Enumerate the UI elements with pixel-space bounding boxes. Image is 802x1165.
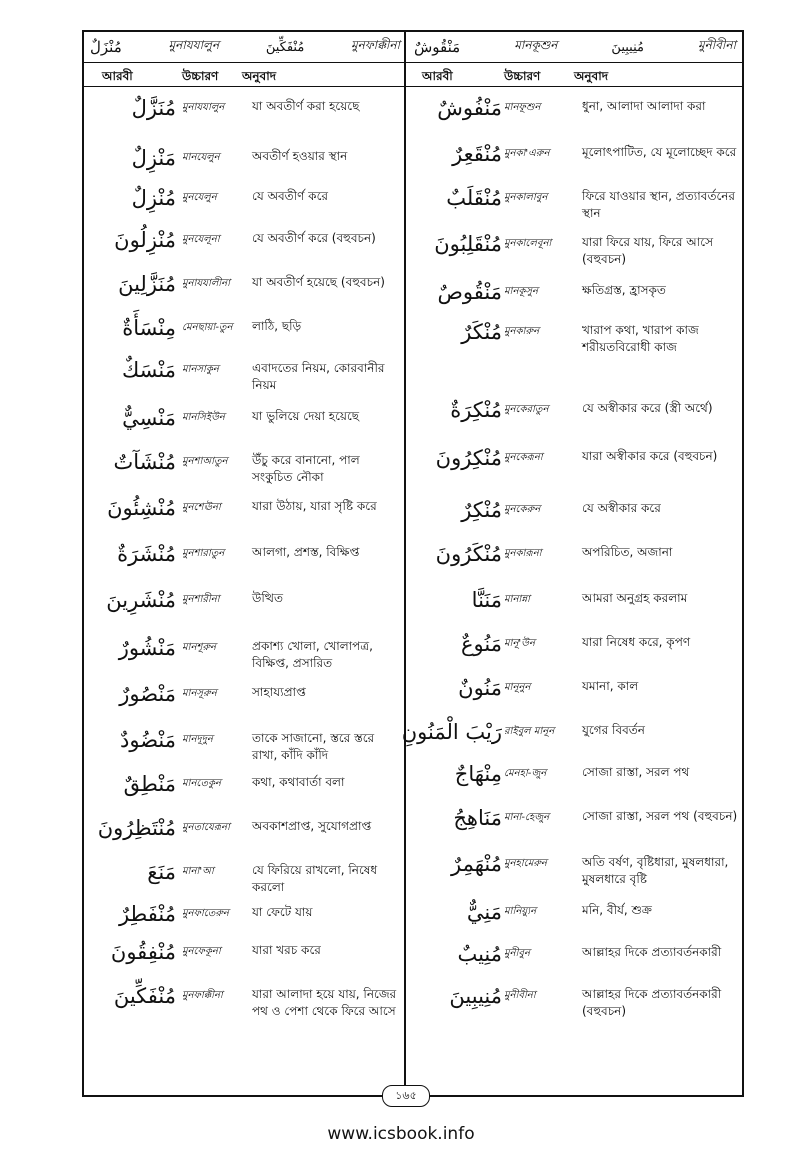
running-header-right	[414, 32, 736, 62]
arabic-word: مَنْطِقٌ	[123, 772, 176, 796]
meaning: যারা খরচ করে	[252, 943, 321, 957]
arabic-word: مُنْكِرَةٌ	[450, 398, 502, 422]
arabic-word: مِنْهَاجٌ	[454, 762, 502, 786]
pronunciation: মানান্না	[504, 594, 530, 605]
arabic-word: مُنْهَمِرٌ	[451, 852, 502, 876]
header-rule	[84, 62, 742, 63]
arabic-word: مُنْتَظِرُونَ	[97, 816, 176, 840]
arabic-word: مَنُونٌ	[458, 676, 502, 700]
col-header-arabic-right: আরবী	[422, 69, 453, 83]
pronunciation: মানূনুন	[504, 682, 531, 693]
arabic-word: مُنْزِلٌ	[131, 186, 176, 210]
pronunciation: মেনছায়া-তুন	[182, 322, 233, 333]
arabic-word: مُنْفَكِّينَ	[113, 984, 176, 1008]
pronunciation: মুনাযযালীনা	[182, 278, 231, 289]
arabic-word: مُنْكَرُونَ	[435, 542, 502, 566]
col-header-pron-right: উচ্চারণ	[504, 69, 541, 83]
col-header-pron-left: উচ্চারণ	[182, 69, 219, 83]
pronunciation: মুনীবুন	[504, 948, 530, 959]
arabic-word: مَنْقُوصٌ	[437, 280, 502, 304]
pronunciation: মুনাযযালুন	[182, 102, 225, 113]
arabic-word: مُنْشَرِينَ	[106, 588, 176, 612]
arabic-word: مُنْقَعِرٌ	[452, 142, 502, 166]
header-right-pron2: মুনীবীনা	[697, 38, 736, 52]
pronunciation: মুনকেরুন	[504, 504, 541, 515]
pronunciation: মুনফাক্কীনা	[182, 990, 223, 1001]
arabic-word: مَنِيٌّ	[466, 900, 502, 924]
pronunciation: মুনকারূনা	[504, 548, 542, 559]
pronunciation: মেনহা-জুন	[504, 768, 547, 779]
arabic-word: مُنِيبٌ	[457, 942, 502, 966]
pronunciation: মুনকেরাতুন	[504, 404, 549, 415]
arabic-word: مَنْسَكٌ	[121, 358, 176, 382]
arabic-word: مَنَاهِجُ	[453, 806, 502, 830]
meaning: এবাদতের নিয়ম, কোরবানীর নিয়ম	[252, 361, 385, 392]
arabic-word: مُنْشِئُونَ	[107, 496, 176, 520]
pronunciation: মানূ'উন	[504, 638, 535, 649]
pronunciation: মুনকারুন	[504, 326, 540, 337]
meaning: যা ফেটে যায়	[252, 905, 313, 919]
meaning: আলগা, প্রশস্ত, বিক্ষিপ্ত	[252, 545, 360, 559]
arabic-word: مُنْكِرٌ	[461, 498, 502, 522]
pronunciation: মুনফাতেরুন	[182, 908, 229, 919]
pronunciation: মুনশাআতুন	[182, 456, 228, 467]
arabic-word: رَيْبَ الْمَنُونِ	[401, 720, 502, 744]
col-header-meaning-left: অনুবাদ	[242, 69, 277, 83]
meaning: প্রকাশ্য খোলা, খোলাপত্র, বিক্ষিপ্ত, প্রসারিত	[252, 639, 373, 670]
pronunciation: মানযেলুন	[182, 152, 220, 163]
meaning: যারা উঠায়, যারা সৃষ্টি করে	[252, 499, 377, 513]
pronunciation: মুনফেকূনা	[182, 946, 221, 957]
pronunciation: মুনকালেবূনা	[504, 238, 552, 249]
meaning: আল্লাহর দিকে প্রত্যাবর্তনকারী	[582, 945, 722, 959]
meaning: অপরিচিত, অজানা	[582, 545, 673, 559]
pronunciation: রাইবুল মানূন	[504, 726, 555, 737]
header-left-pron1: মুনাযযালুন	[168, 38, 220, 52]
pronunciation: মানশূরুন	[182, 642, 216, 653]
pronunciation: মুনকালাবুন	[504, 192, 548, 203]
pronunciation: মুনীবীনা	[504, 990, 536, 1001]
arabic-word: مَنَنَّا	[471, 588, 502, 612]
header-right-pron1: মানকূশুন	[514, 38, 558, 52]
meaning: খারাপ কথা, খারাপ কাজ শরীয়তবিরোধী কাজ	[582, 323, 699, 354]
meaning: ফিরে যাওয়ার স্থান, প্রত্যাবর্তনের স্থান	[582, 189, 736, 220]
arabic-word: مَنُوعٌ	[461, 632, 502, 656]
arabic-word: مِنْسَأَةٌ	[122, 316, 176, 340]
arabic-word: مُنْفَطِرٌ	[118, 902, 176, 926]
meaning: আল্লাহর দিকে প্রত্যাবর্তনকারী (বহুবচন)	[582, 987, 722, 1018]
arabic-word: مُنَزَّلٌ	[131, 96, 176, 120]
meaning: সোজা রাস্তা, সরল পথ (বহুবচন)	[582, 809, 738, 823]
meaning: তাকে সাজানো, স্তরে স্তরে রাখা, কাঁদি কাঁদি	[252, 731, 375, 762]
meaning: উঁচু করে বানানো, পাল সংকুচিত নৌকা	[252, 453, 360, 484]
header-right-arabic1: مَنْقُوشٌ	[414, 38, 461, 56]
arabic-word: مُنْشَآتٌ	[113, 450, 176, 474]
col-header-arabic-left: আরবী	[102, 69, 133, 83]
header-left-pron2: মুনফাক্কীনা	[351, 38, 400, 52]
meaning: সাহায্যপ্রাপ্ত	[252, 685, 306, 699]
pronunciation: মানা'আ	[182, 866, 214, 877]
meaning: উত্থিত	[252, 591, 283, 605]
arabic-word: مُنْقَلِبُونَ	[434, 232, 502, 256]
meaning: যুগের বিবর্তন	[582, 723, 645, 737]
meaning: অবতীর্ণ হওয়ার স্থান	[252, 149, 348, 163]
pronunciation: মুনতাযেরূনা	[182, 822, 230, 833]
meaning: অবকাশপ্রাপ্ত, সুযোগপ্রাপ্ত	[252, 819, 372, 833]
pronunciation: মানসিইউন	[182, 412, 225, 423]
meaning: যে অস্বীকার করে	[582, 501, 661, 515]
pronunciation: মুনযেলুন	[182, 192, 217, 203]
arabic-word: مَنْصُورٌ	[119, 682, 176, 706]
arabic-word: مُنْقَلَبٌ	[446, 186, 502, 210]
page-number: ১৬৫	[382, 1085, 430, 1107]
meaning: যা অবতীর্ণ করা হয়েছে	[252, 99, 360, 113]
meaning: ধুনা, আলাদা আলাদা করা	[582, 99, 706, 113]
header-left-arabic1: مُنْزَلٌ	[90, 38, 122, 56]
pronunciation: মানা-হেজুন	[504, 812, 550, 823]
meaning: যারা অস্বীকার করে (বহুবচন)	[582, 449, 718, 463]
meaning: মনি, বীর্য, শুক্র	[582, 903, 652, 917]
meaning: লাঠি, ছড়ি	[252, 319, 302, 333]
meaning: যে ফিরিয়ে রাখলো, নিষেধ করলো	[252, 863, 378, 894]
arabic-word: مُنْكِرُونَ	[435, 446, 502, 470]
arabic-word: مُنْفِقُونَ	[110, 940, 176, 964]
arabic-word: مَنْفُوشٌ	[437, 96, 502, 120]
meaning: যারা আলাদা হয়ে যায়, নিজের পথ ও পেশা থেকে ফিরে আসে	[252, 987, 397, 1018]
meaning: মূলোৎপাটিত, যে মূলোচ্ছেদ করে	[582, 145, 737, 159]
header-right-arabic2: مُنِيبِينَ	[611, 39, 644, 55]
header-left-arabic2: مُنْفَكِّينَ	[265, 39, 305, 55]
pronunciation: মানিয়্যুন	[504, 906, 537, 917]
arabic-word: مَنَعَ	[147, 860, 176, 884]
meaning: ক্ষতিগ্রস্ত, হ্রাসকৃত	[582, 283, 666, 297]
meaning: যা অবতীর্ণ হয়েছে (বহুবচন)	[252, 275, 385, 289]
arabic-word: مَنْزِلٌ	[131, 146, 176, 170]
pronunciation: মানতেকুন	[182, 778, 221, 789]
arabic-word: مُنْكَرٌ	[461, 320, 502, 344]
pronunciation: মুনশেঊনা	[182, 502, 221, 513]
meaning: যা ভুলিয়ে দেয়া হয়েছে	[252, 409, 360, 423]
meaning: অতি বর্ষণ, বৃষ্টিধারা, মুষলধারা, মুষলধারে বৃষ্টি	[582, 855, 729, 886]
footer-url: www.icsbook.info	[327, 1124, 475, 1144]
arabic-word: مَنْسِيٌّ	[122, 406, 176, 430]
pronunciation: মানসাকুন	[182, 364, 219, 375]
pronunciation: মুনকেরূনা	[504, 452, 543, 463]
arabic-word: مُنِيبِينَ	[449, 984, 502, 1008]
pronunciation: মুনকা'এরুন	[504, 148, 550, 159]
pronunciation: মানসূরুন	[182, 688, 217, 699]
pronunciation: মানফূশুন	[504, 102, 541, 113]
meaning: যে অস্বীকার করে (স্ত্রী অর্থে)	[582, 401, 713, 415]
dictionary-frame	[82, 30, 744, 1097]
meaning: যে অবতীর্ণ করে (বহুবচন)	[252, 231, 376, 245]
arabic-word: مَنْضُودٌ	[120, 728, 176, 752]
arabic-word: مُنَزَّلِينَ	[118, 272, 176, 296]
meaning: যে অবতীর্ণ করে	[252, 189, 328, 203]
running-header-left	[90, 32, 400, 62]
arabic-word: مَنْشُورٌ	[118, 636, 176, 660]
pronunciation: মুনযেলূনা	[182, 234, 220, 245]
pronunciation: মানকূসুন	[504, 286, 538, 297]
meaning: যারা নিষেধ করে, কৃপণ	[582, 635, 691, 649]
arabic-word: مُنْزِلُونَ	[114, 228, 176, 252]
arabic-word: مُنْشَرَةٌ	[117, 542, 176, 566]
col-header-meaning-right: অনুবাদ	[574, 69, 609, 83]
meaning: যারা ফিরে যায়, ফিরে আসে (বহুবচন)	[582, 235, 714, 266]
pronunciation: মুনহামেরুন	[504, 858, 547, 869]
pronunciation: মানদূদুন	[182, 734, 213, 745]
pronunciation: মুনশারাতুন	[182, 548, 225, 559]
meaning: কথা, কথাবার্তা বলা	[252, 775, 345, 789]
meaning: সোজা রাস্তা, সরল পথ	[582, 765, 690, 779]
meaning: যমানা, কাল	[582, 679, 639, 693]
column-divider	[404, 32, 406, 1095]
pronunciation: মুনশারীনা	[182, 594, 220, 605]
meaning: আমরা অনুগ্রহ করলাম	[582, 591, 688, 605]
